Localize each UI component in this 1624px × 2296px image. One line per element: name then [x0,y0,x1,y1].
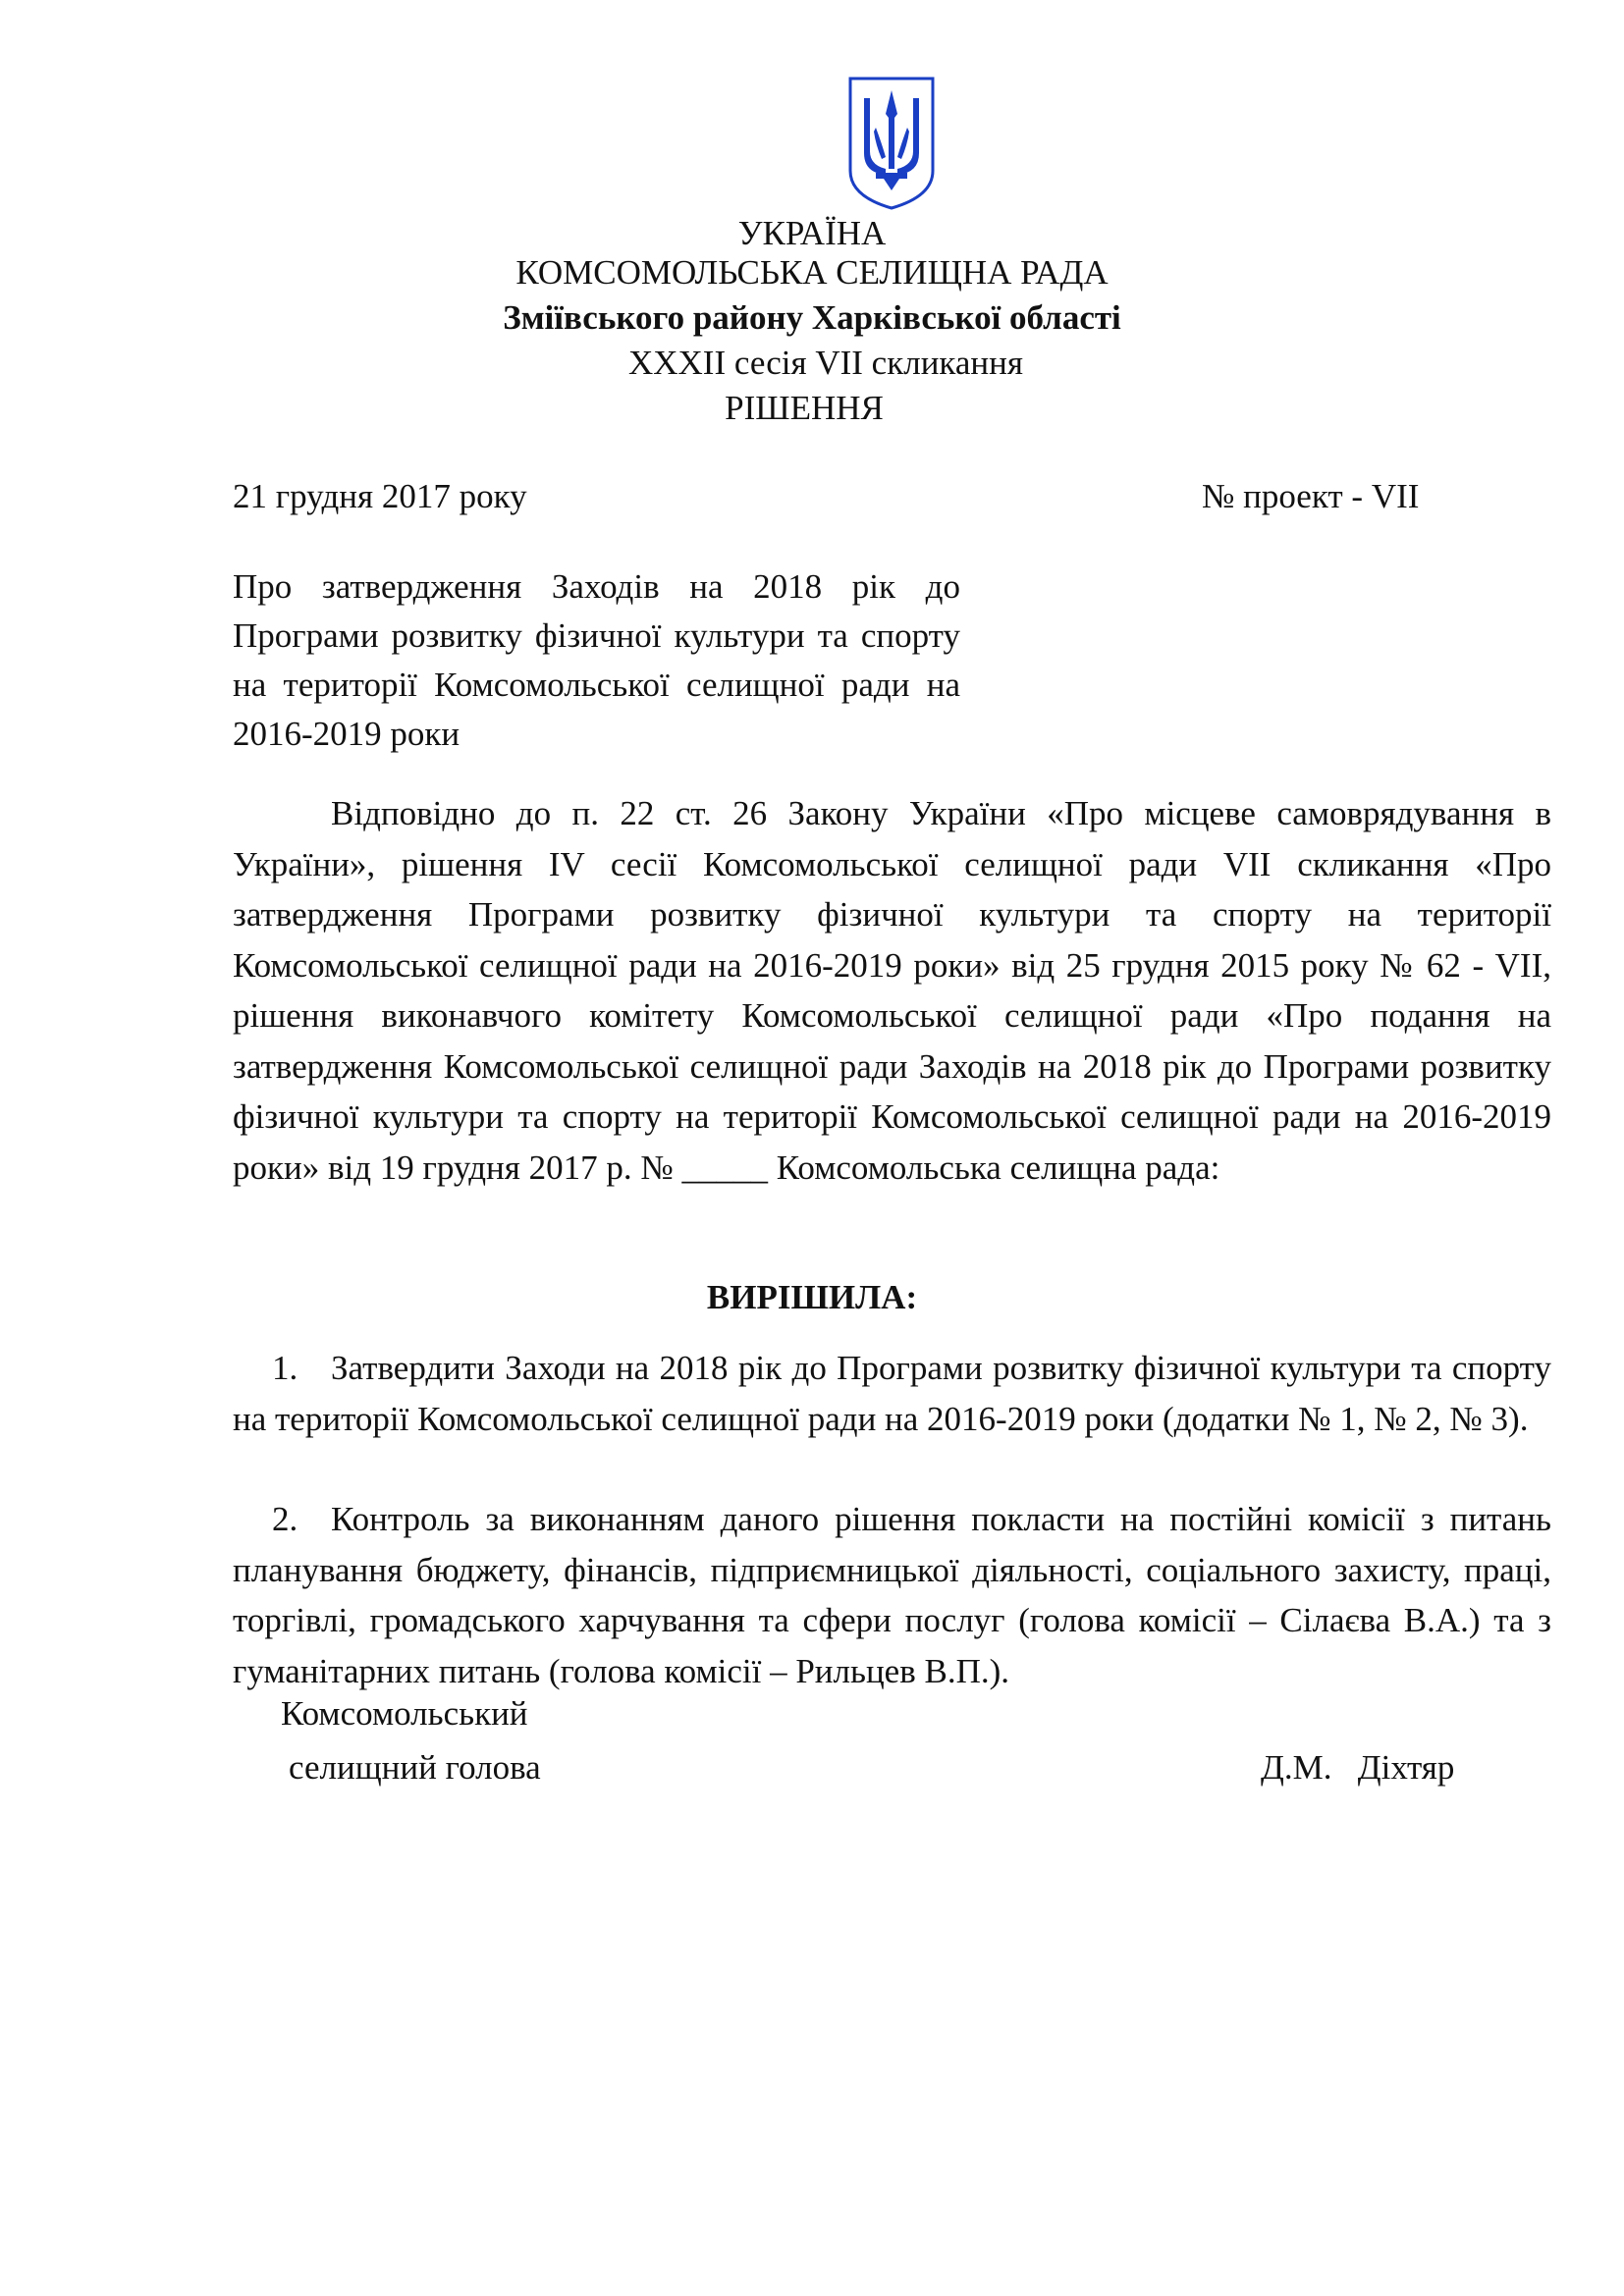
resolution-item [233,1494,1551,1696]
header-session: XXXII сесія VII скликання [627,344,1023,382]
signatory-title-line1: Комсомольський [281,1694,528,1733]
signatory-name: Д.М. Діхтяр [1261,1748,1455,1787]
header-doc-type: РІШЕННЯ [725,389,884,427]
decision-number: № проект - VII [1202,477,1420,515]
resolution-item-number: 2. [272,1500,298,1538]
header-district: Зміївського району Харківської області [503,298,1121,337]
resolution-item-number: 1. [272,1349,298,1387]
resolution-item [233,1343,1551,1444]
decision-subject: Про затвердження Заходів на 2018 рік до Програми розвитку фізичної культури та спорту на території Комсомольської селищної ради на 2016-2019 роки [233,567,960,753]
header-country: УКРАЇНА [737,214,887,252]
resolved-heading: ВИРІШИЛА: [706,1278,918,1316]
preamble-paragraph: Відповідно до п. 22 ст. 26 Закону України «Про місцеве самоврядування в України», рішення IV сесії Комсомольської селищної ради VII скликання «Про затвердження Програми розвитку фізичної культури та спорту на території Комсомольської селищної ради на 2016-2019 роки» від 25 грудня 2015 року № 62 - VII, рішення виконавчого комітету Комсомольської селищної ради «Про подання на затвердження Комсомольської селищної ради Заходів на 2018 рік до Програми розвитку фізичної культури та спорту на території Комсомольської селищної ради на 2016-2019 роки» від 19 грудня 2017 р. № _____ Комсомольська селищна рада: [233,794,1551,1187]
header-council: КОМСОМОЛЬСЬКА СЕЛИЩНА РАДА [515,253,1109,292]
tryzub-emblem-icon [846,75,937,212]
decision-date: 21 грудня 2017 року [233,477,527,515]
resolution-item-text: Затвердити Заходи на 2018 рік до Програми розвитку фізичної культури та спорту на території Комсомольської селищної ради на 2016-2019 роки (додатки № 1, № 2, № 3). [233,1349,1551,1438]
signatory-title-line2: селищний голова [289,1748,541,1787]
resolution-item-text: Контроль за виконанням даного рішення покласти на постійні комісії з питань планування бюджету, фінансів, підприємницької діяльності, соціального захисту, праці, торгівлі, громадського харчування та сфери послуг (голова комісії – Сілаєва В.А.) та з гуманітарних питань (голова комісії – Рильцев В.П.). [233,1500,1551,1690]
